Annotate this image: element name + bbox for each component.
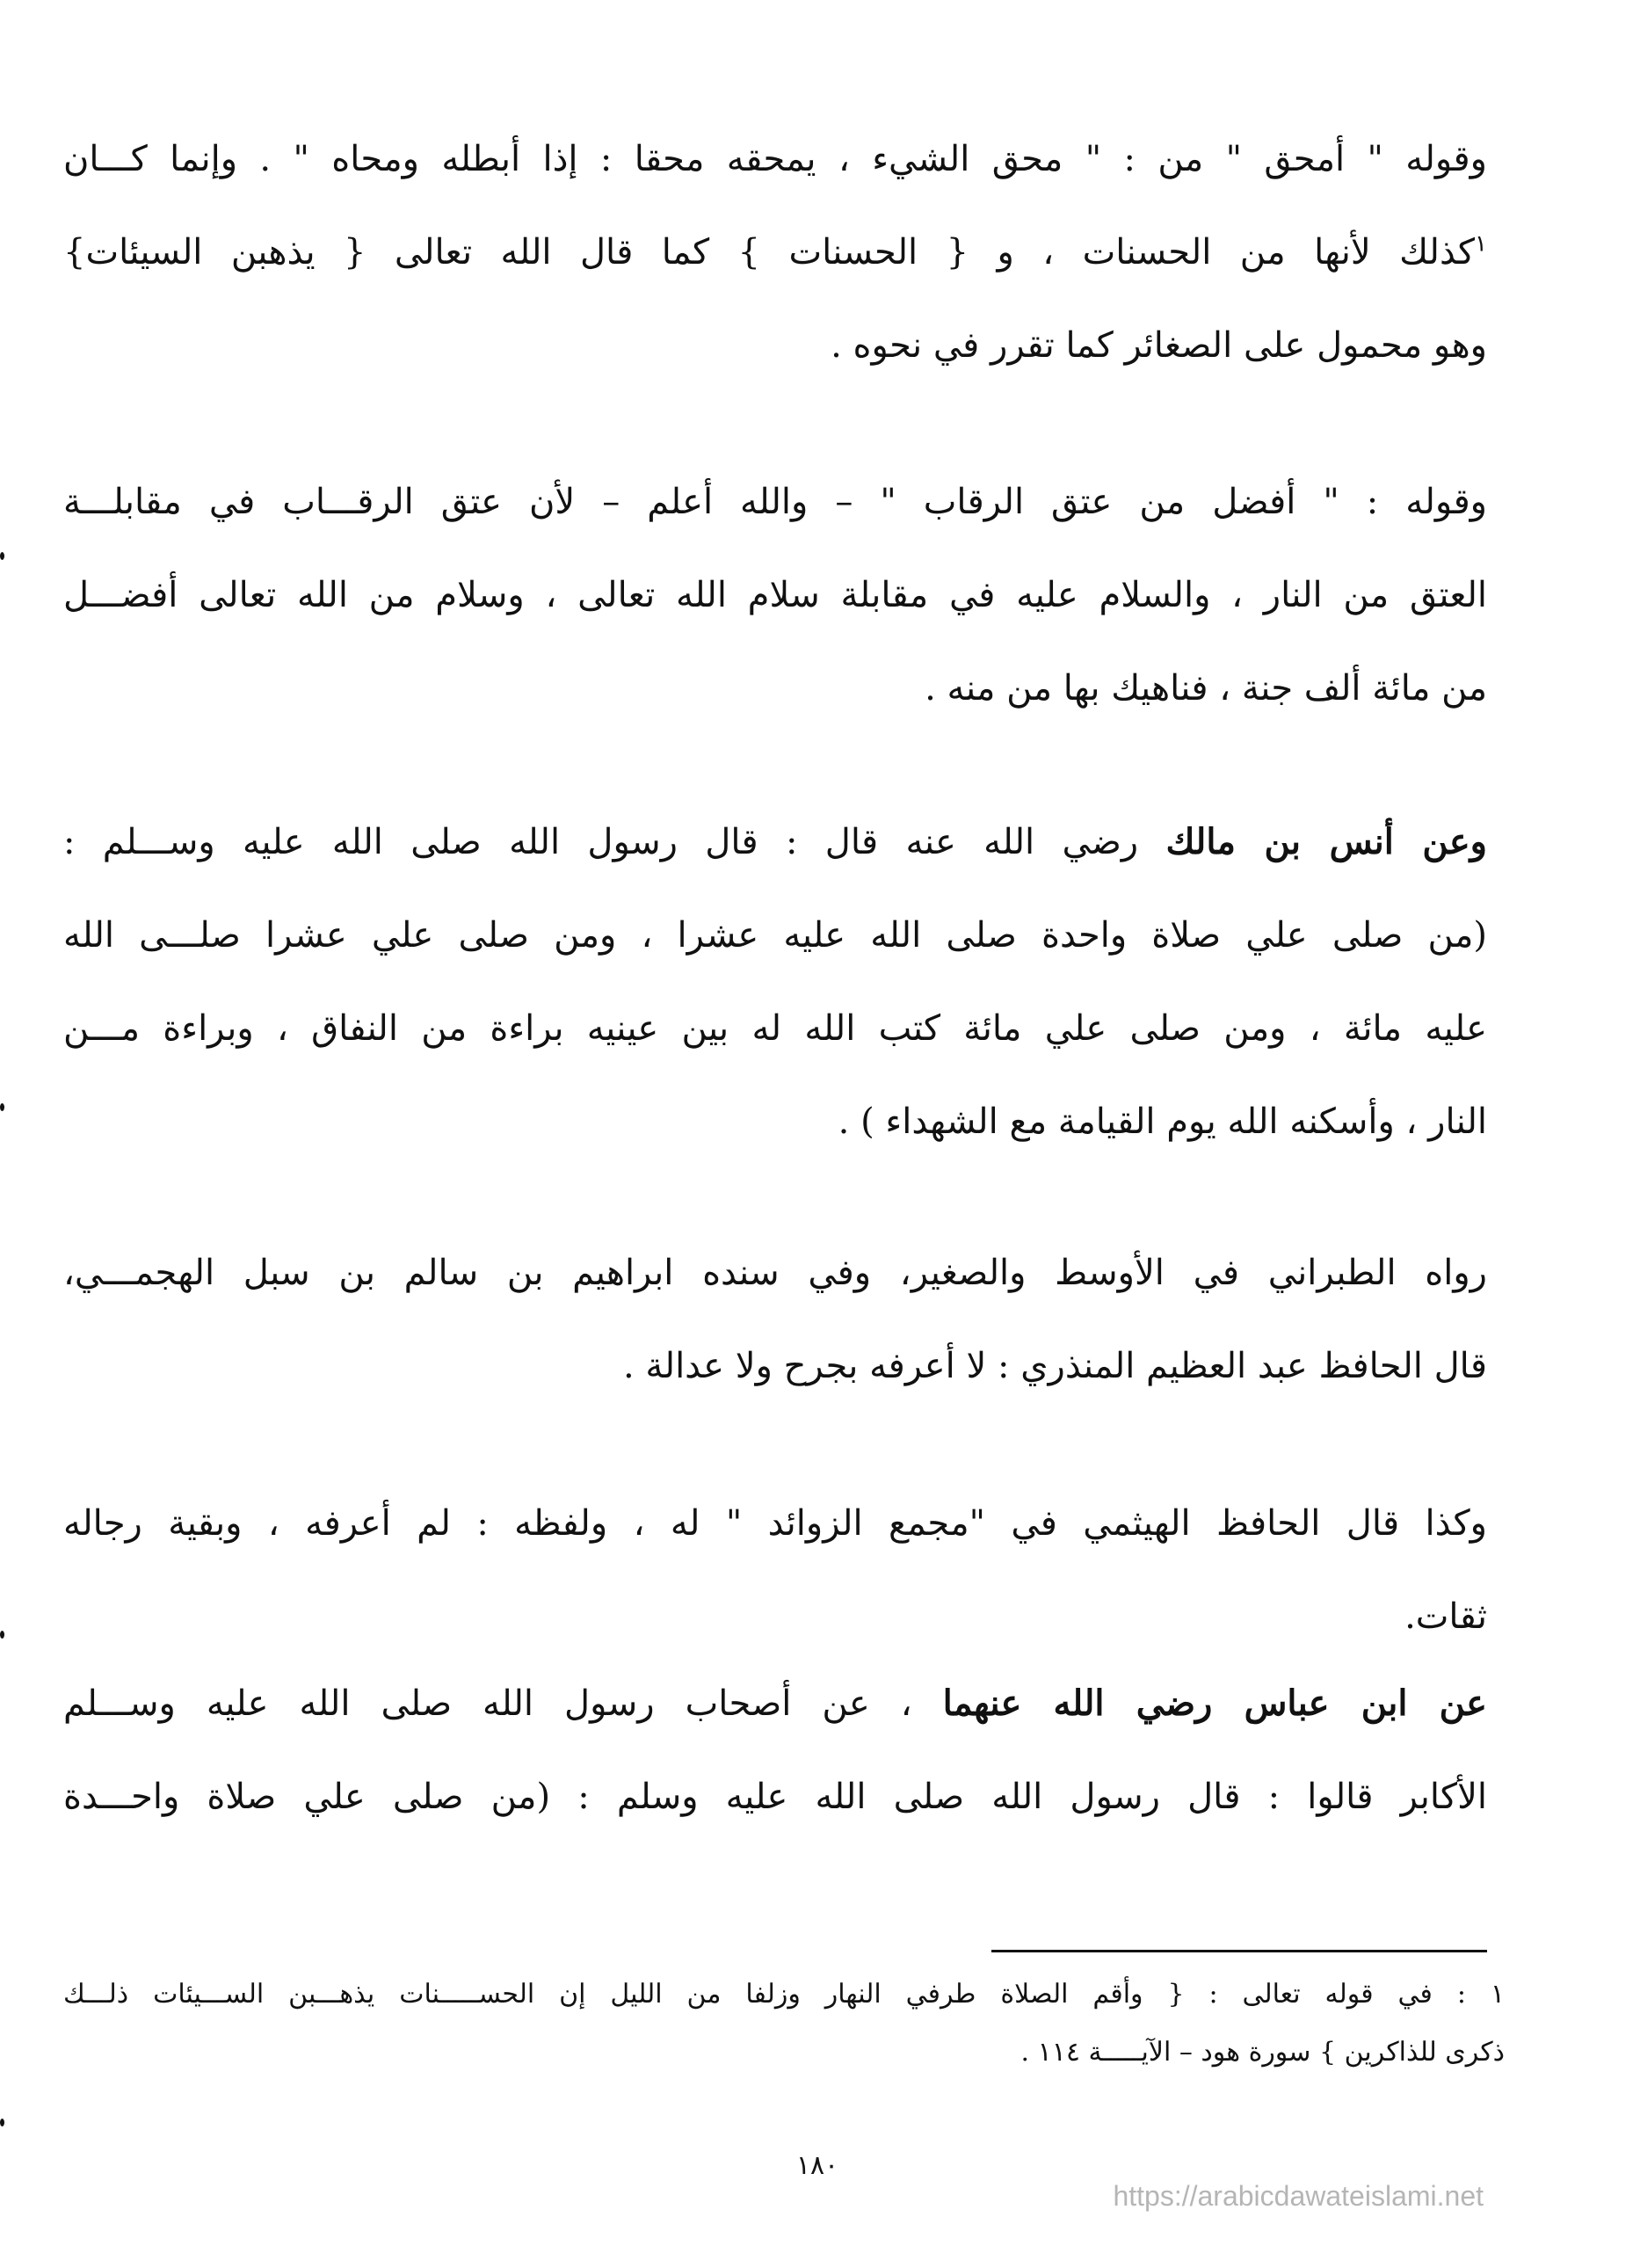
paragraph-6 (63, 1657, 1487, 1843)
scan-speck (0, 1103, 4, 1111)
paragraph-line: وكذا قال الحافظ الهيثمي في "مجمع الزوائد " له ، ولفظه : لم أعرفه ، وبقية رجاله (63, 1503, 1487, 1544)
scan-speck (0, 1631, 4, 1639)
paragraph-line: عن ابن عباس رضي الله عنهما ، عن أصحاب رسول الله صلى الله عليه وســـلم (63, 1683, 1487, 1724)
paragraph-line: ثقات. (1404, 1596, 1487, 1637)
paragraph-line: وقوله " أمحق " من : " محق الشيء ، يمحقه محقا : إذا أبطله ومحاه " . وإنما كـــان (63, 139, 1487, 179)
paragraph-line: وقوله : " أفضل من عتق الرقاب " – والله أعلم – لأن عتق الرقـــاب في مقابلـــة (63, 482, 1487, 522)
paragraph-3 (63, 796, 1487, 1168)
paragraph-line: رواه الطبراني في الأوسط والصغير، وفي سنده ابراهيم بن سالم بن سبل الهجمـــي، (63, 1253, 1487, 1293)
paragraph-line: النار ، وأسكنه الله يوم القيامة مع الشهداء ) . (838, 1101, 1487, 1142)
narrator-name: وعن أنس بن مالك (1165, 821, 1488, 862)
paragraph-line: وهو محمول على الصغائر كما تقرر في نحوه . (831, 325, 1487, 366)
page-number: ١٨٠ (795, 2150, 839, 2181)
paragraph-line: العتق من النار ، والسلام عليه في مقابلة سلام الله تعالى ، وسلام من الله تعالى أفضـــل (63, 575, 1487, 615)
narrator-name: عن ابن عباس رضي الله عنهما (942, 1683, 1487, 1724)
paragraph-2 (63, 455, 1487, 735)
footnote-divider (991, 1950, 1487, 1952)
scan-speck (0, 2119, 4, 2126)
footnote-marker[interactable]: ١ (1475, 230, 1487, 258)
paragraph-line: من مائة ألف جنة ، فناهيك بها من منه . (925, 668, 1487, 709)
paragraph-line: وعن أنس بن مالك رضي الله عنه قال : قال رسول الله صلى الله عليه وســـلم : (63, 821, 1488, 862)
paragraph-line: الأكابر قالوا : قال رسول الله صلى الله عليه وسلم : (من صلى علي صلاة واحـــدة (63, 1777, 1487, 1817)
footnote (63, 1966, 1505, 2082)
paragraph-line: قال الحافظ عبد العظيم المنذري : لا أعرفه بجرح ولا عدالة . (623, 1346, 1487, 1386)
paragraph-1 (63, 113, 1487, 392)
paragraph-4 (63, 1226, 1487, 1413)
paragraph-line: (من صلى علي صلاة واحدة صلى الله عليه عشرا ، ومن صلى علي عشرا صلـــى الله (63, 915, 1487, 956)
scan-speck (0, 552, 4, 560)
footnote-line: ذكرى للذاكرين } سورة هود – الآيـــــة ١١٤ . (1020, 2037, 1505, 2068)
paragraph-5 (63, 1477, 1487, 1663)
paragraph-line: عليه مائة ، ومن صلى علي مائة كتب الله له بين عينيه براءة من النفاق ، وبراءة مـــن (63, 1008, 1487, 1049)
footnote-line: ١ : في قوله تعالى : { وأقم الصلاة طرفي النهار وزلفا من الليل إن الحســـــنات يذهـــبن الســـيئات ذلـــك (63, 1979, 1505, 2010)
watermark-url: https://arabicdawateislami.net (1113, 2180, 1484, 2212)
paragraph-line: $^١$كذلك لأنها من الحسنات ، و { الحسنات } كما قال الله تعالى { يذهبن السيئات} (63, 230, 1487, 273)
